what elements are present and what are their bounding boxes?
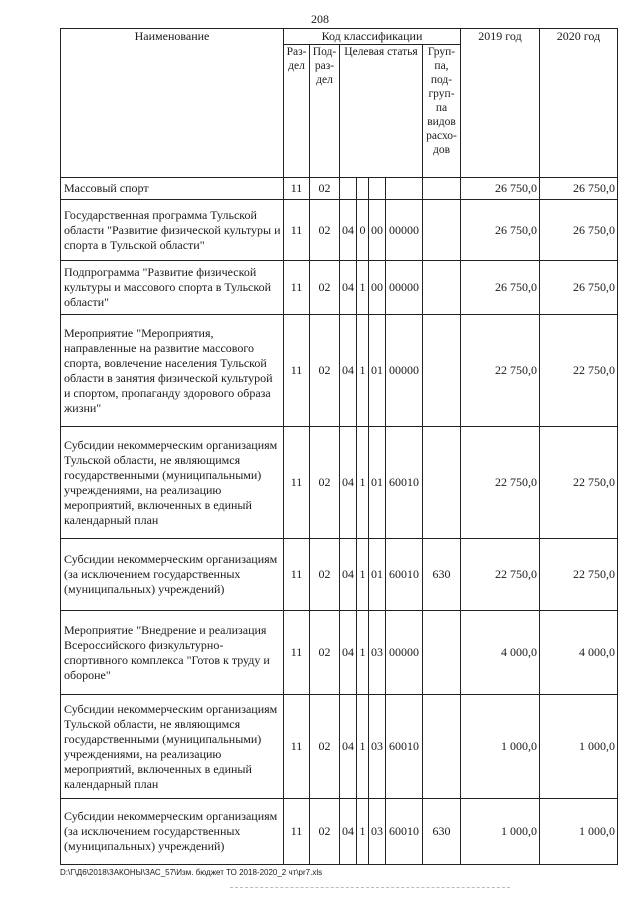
row-cs-event: 03: [369, 695, 386, 799]
row-podrazdel: 02: [310, 261, 340, 315]
row-cs-event: 01: [369, 315, 386, 427]
header-2020: 2020 год: [540, 29, 618, 178]
table-row: [61, 178, 618, 200]
row-cs-subprogram: 1: [357, 799, 369, 865]
header-2019: 2019 год: [461, 29, 540, 178]
row-name: Подпрограмма "Развитие физической культуры и массового спорта в Тульской области": [61, 261, 284, 315]
row-expense-type: 630: [423, 799, 461, 865]
row-amount-2019: 22 750,0: [461, 539, 540, 611]
row-name: Государственная программа Тульской области "Развитие физической культуры и спорта в Тульской области": [61, 200, 284, 261]
row-cs-subprogram: 1: [357, 261, 369, 315]
row-podrazdel: 02: [310, 695, 340, 799]
row-razdel: 11: [284, 695, 310, 799]
row-amount-2020: 26 750,0: [540, 178, 618, 200]
row-podrazdel: 02: [310, 315, 340, 427]
row-expense-type: [423, 315, 461, 427]
header-name: Наименование: [61, 29, 284, 178]
row-expense-type: 630: [423, 539, 461, 611]
row-razdel: 11: [284, 315, 310, 427]
row-podrazdel: 02: [310, 539, 340, 611]
page-number: 208: [311, 12, 329, 26]
row-cs-event: 01: [369, 539, 386, 611]
row-cs-program: 04: [340, 315, 357, 427]
row-expense-type: [423, 200, 461, 261]
row-amount-2019: 26 750,0: [461, 200, 540, 261]
row-cs-subprogram: 1: [357, 611, 369, 695]
row-cs-program: 04: [340, 799, 357, 865]
row-cs-direction: 00000: [386, 611, 423, 695]
table-row: [61, 799, 618, 865]
row-amount-2020: 22 750,0: [540, 315, 618, 427]
row-cs-event: 00: [369, 261, 386, 315]
row-cs-subprogram: 1: [357, 315, 369, 427]
row-amount-2020: 26 750,0: [540, 200, 618, 261]
header-code: Код классификации: [284, 29, 461, 45]
row-name: Мероприятие "Внедрение и реализация Всероссийского физкультурно-спортивного комплекса "Готов к труду и обороне": [61, 611, 284, 695]
header-celevaya: Целевая статья: [340, 45, 423, 178]
row-cs-program: 04: [340, 261, 357, 315]
footer-file-path: D:\Г\Д6\2018\ЗАКОНЫ\ЗАС_57\Изм. бюджет ТО 2018-2020_2 чт\pr7.xls: [60, 868, 323, 877]
row-amount-2019: 4 000,0: [461, 611, 540, 695]
table-row: [61, 539, 618, 611]
table-row: [61, 695, 618, 799]
row-name: Субсидии некоммерческим организациям (за исключением государственных (муниципальных) учреждений): [61, 539, 284, 611]
row-cs-program: [340, 178, 357, 200]
header-gruppa: Груп- па, под- груп- па видов расхо- дов: [423, 45, 461, 178]
row-expense-type: [423, 261, 461, 315]
row-cs-event: 03: [369, 611, 386, 695]
row-cs-direction: 60010: [386, 695, 423, 799]
row-expense-type: [423, 695, 461, 799]
row-cs-program: 04: [340, 427, 357, 539]
row-amount-2020: 22 750,0: [540, 539, 618, 611]
row-podrazdel: 02: [310, 200, 340, 261]
row-amount-2020: 4 000,0: [540, 611, 618, 695]
row-cs-program: 04: [340, 611, 357, 695]
row-amount-2019: 1 000,0: [461, 799, 540, 865]
row-cs-event: 00: [369, 200, 386, 261]
row-cs-subprogram: 1: [357, 539, 369, 611]
row-amount-2020: 26 750,0: [540, 261, 618, 315]
row-expense-type: [423, 611, 461, 695]
row-name: Мероприятие "Мероприятия, направленные на развитие массового спорта, вовлечение населения Тульской области в занятия физической культурой и спортом, пропаганду здорового образа жизни": [61, 315, 284, 427]
row-cs-event: [369, 178, 386, 200]
budget-table: [60, 28, 618, 865]
row-razdel: 11: [284, 200, 310, 261]
row-cs-direction: [386, 178, 423, 200]
row-cs-direction: 00000: [386, 200, 423, 261]
row-amount-2020: 22 750,0: [540, 427, 618, 539]
row-name: Субсидии некоммерческим организациям Тульской области, не являющимся государственными (муниципальными) учреждениями, на реализацию мероприятий, включенных в единый календарный план: [61, 427, 284, 539]
row-cs-direction: 00000: [386, 261, 423, 315]
row-razdel: 11: [284, 261, 310, 315]
row-podrazdel: 02: [310, 611, 340, 695]
header-razdel: Раз- дел: [284, 45, 310, 178]
row-expense-type: [423, 427, 461, 539]
row-name: Субсидии некоммерческим организациям (за исключением государственных (муниципальных) учреждений): [61, 799, 284, 865]
row-amount-2019: 22 750,0: [461, 427, 540, 539]
row-razdel: 11: [284, 611, 310, 695]
table-row: [61, 261, 618, 315]
row-cs-direction: 60010: [386, 427, 423, 539]
row-amount-2020: 1 000,0: [540, 799, 618, 865]
row-razdel: 11: [284, 178, 310, 200]
table-row: [61, 315, 618, 427]
table-row: [61, 200, 618, 261]
row-cs-subprogram: 1: [357, 695, 369, 799]
row-name: Массовый спорт: [61, 178, 284, 200]
table-body: [61, 178, 618, 865]
row-amount-2019: 26 750,0: [461, 178, 540, 200]
row-podrazdel: 02: [310, 799, 340, 865]
row-podrazdel: 02: [310, 178, 340, 200]
row-cs-subprogram: 0: [357, 200, 369, 261]
row-cs-program: 04: [340, 539, 357, 611]
row-razdel: 11: [284, 427, 310, 539]
row-razdel: 11: [284, 539, 310, 611]
table-row: [61, 611, 618, 695]
row-cs-direction: 60010: [386, 799, 423, 865]
row-amount-2019: 26 750,0: [461, 261, 540, 315]
row-razdel: 11: [284, 799, 310, 865]
row-cs-event: 03: [369, 799, 386, 865]
row-cs-direction: 00000: [386, 315, 423, 427]
row-podrazdel: 02: [310, 427, 340, 539]
row-cs-event: 01: [369, 427, 386, 539]
row-cs-direction: 60010: [386, 539, 423, 611]
header-podrazdel: Под- раз- дел: [310, 45, 340, 178]
row-amount-2020: 1 000,0: [540, 695, 618, 799]
header-row-1: [61, 29, 618, 45]
row-amount-2019: 22 750,0: [461, 315, 540, 427]
row-expense-type: [423, 178, 461, 200]
row-cs-subprogram: [357, 178, 369, 200]
row-cs-subprogram: 1: [357, 427, 369, 539]
row-cs-program: 04: [340, 695, 357, 799]
row-cs-program: 04: [340, 200, 357, 261]
table-row: [61, 427, 618, 539]
footer-divider: [230, 887, 510, 888]
row-name: Субсидии некоммерческим организациям Тульской области, не являющимся государственными (муниципальными) учреждениями, на реализацию мероприятий, включенных в единый календарный план: [61, 695, 284, 799]
row-amount-2019: 1 000,0: [461, 695, 540, 799]
